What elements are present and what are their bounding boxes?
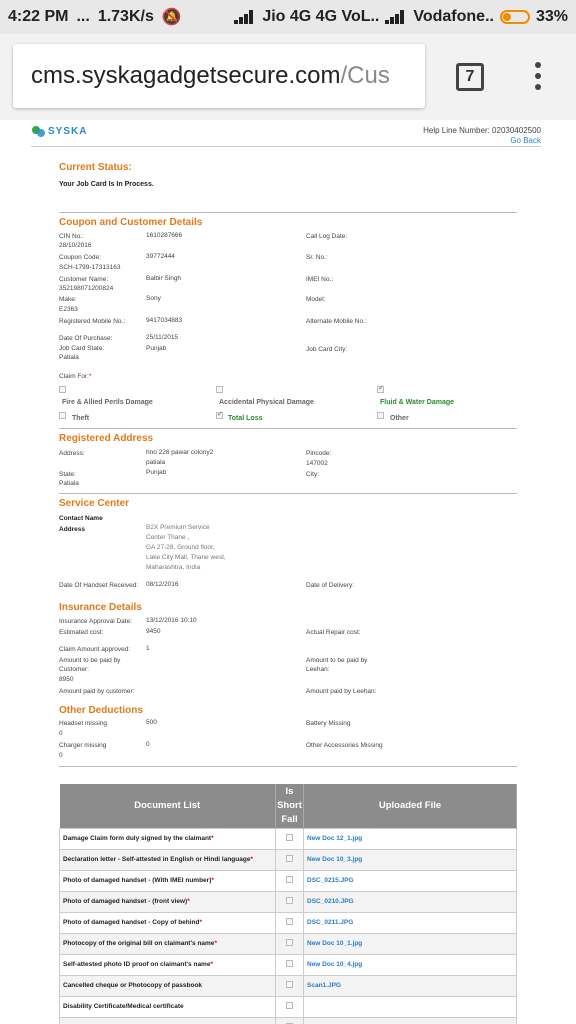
customer-pay-label-2: Customer:: [59, 666, 89, 673]
make-value: Sony: [146, 295, 161, 302]
helpline-number: Help Line Number: 02030402500: [423, 126, 541, 135]
state-extra: Patiala: [59, 480, 79, 487]
document-name: Self-attested photo ID proof on claimant's name*: [60, 954, 276, 975]
pincode-value: 147002: [306, 460, 328, 467]
headset-missing-extra: 0: [59, 730, 63, 737]
divider: [59, 428, 517, 429]
clock: 4:22 PM: [8, 8, 69, 25]
table-row: [60, 828, 517, 849]
table-row: [60, 912, 517, 933]
divider: [59, 766, 517, 767]
claim-total-loss-label: Total Loss: [228, 415, 263, 422]
uploaded-file-link[interactable]: New Doc 10_4.jpg: [304, 954, 517, 975]
headset-missing-label: Headset missing: [59, 720, 108, 727]
browser-toolbar: [0, 34, 576, 120]
battery-percent: 33%: [535, 8, 568, 25]
mute-icon: 🔕: [161, 9, 182, 26]
short-fall-checkbox[interactable]: [286, 939, 293, 946]
short-fall-cell: [276, 912, 304, 933]
uploaded-file-link[interactable]: DSC_0211.JPG: [304, 912, 517, 933]
alt-mobile-label: Alternate Mobile No.:: [306, 318, 367, 325]
claim-fluid-checkbox[interactable]: [377, 386, 384, 393]
document-name: Declaration letter - Self-attested in English or Hindi language*: [60, 849, 276, 870]
actual-cost-label: Actual Repair cost:: [306, 629, 361, 636]
purchase-date-label: Date Of Purchase:: [59, 335, 113, 342]
insurance-section-title: Insurance Details: [59, 602, 142, 613]
table-row: [60, 1017, 517, 1024]
customer-pay-label: Amount to be paid by: [59, 657, 121, 664]
claim-theft-label: Theft: [72, 415, 90, 422]
url-bar[interactable]: [13, 44, 425, 108]
short-fall-checkbox[interactable]: [286, 981, 293, 988]
address-line-2: patiala: [146, 459, 166, 466]
short-fall-checkbox[interactable]: [286, 960, 293, 967]
helpline-block: [423, 126, 541, 146]
customer-name-label: Customer Name:: [59, 276, 109, 283]
carrier-1: Jio 4G 4G VoL..: [262, 8, 380, 25]
customer-pay-value: 8950: [59, 676, 74, 683]
imei-label: IMEI No.:: [306, 276, 334, 283]
sc-address-line: Lake City Mall, Thane west,: [146, 554, 226, 561]
claim-total-loss-checkbox[interactable]: [216, 412, 223, 419]
signal-icon: [234, 10, 256, 24]
uploaded-file-link[interactable]: [304, 996, 517, 1017]
claim-other-label: Other: [390, 415, 409, 422]
syska-logo: [32, 124, 87, 138]
short-fall-checkbox[interactable]: [286, 855, 293, 862]
uploaded-file-link[interactable]: [304, 1017, 517, 1024]
call-log-label: Call Log Date:: [306, 233, 348, 240]
claim-fire-label: Fire & Allied Perils Damage: [62, 399, 153, 406]
network-speed: 1.73K/s: [97, 8, 154, 25]
short-fall-checkbox[interactable]: [286, 897, 293, 904]
logo-text: SYSKA: [48, 125, 88, 137]
table-row: [60, 870, 517, 891]
make-extra: E2363: [59, 306, 78, 313]
table-row: [60, 954, 517, 975]
pincode-label: Pincode:: [306, 450, 332, 457]
cin-label: CIN No.:: [59, 233, 84, 240]
dots-indicator: ...: [76, 8, 90, 25]
table-row: [60, 891, 517, 912]
status-bar: [0, 0, 576, 34]
sc-address-label: Address: [59, 526, 86, 533]
state-value: Punjab: [146, 469, 167, 476]
service-center-title: Service Center: [59, 498, 130, 509]
mobile-value: 9417034883: [146, 317, 183, 324]
document-name: Photo of damaged handset - Copy of behind*: [60, 912, 276, 933]
address-section-title: Registered Address: [59, 433, 154, 444]
claim-accidental-label: Accidental Physical Damage: [219, 399, 314, 406]
coupon-code-label: Coupon Code:: [59, 254, 101, 261]
short-fall-cell: [276, 933, 304, 954]
doc-list-header: Document List: [60, 784, 276, 828]
short-fall-cell: [276, 1017, 304, 1024]
battery-icon: [500, 10, 530, 24]
contact-name-label: Contact Name: [59, 515, 103, 522]
job-state-value: Punjab: [146, 345, 167, 352]
document-name: Photo of damaged handset - (front view)*: [60, 891, 276, 912]
sr-no-label: Sr. No.:: [306, 254, 328, 261]
table-row: [60, 996, 517, 1017]
table-row: [60, 975, 517, 996]
city-label: City:: [306, 471, 319, 478]
short-fall-cell: [276, 870, 304, 891]
cin-date: 28/10/2016: [59, 242, 92, 249]
headset-missing-value: 500: [146, 719, 157, 726]
claim-accidental-checkbox[interactable]: [216, 386, 223, 393]
go-back-link[interactable]: Go Back: [510, 136, 541, 145]
current-status-text: Your Job Card Is In Process.: [59, 181, 154, 188]
short-fall-checkbox[interactable]: [286, 876, 293, 883]
tab-switcher-button[interactable]: 7: [456, 63, 484, 91]
documents-table: [59, 784, 517, 1024]
mobile-label: Registered Mobile No.:: [59, 318, 126, 325]
charger-missing-extra: 0: [59, 752, 63, 759]
short-fall-cell: [276, 954, 304, 975]
cin-value: 1610287666: [146, 232, 183, 239]
claim-theft-checkbox[interactable]: [59, 412, 66, 419]
url-path: /Cus: [340, 62, 390, 89]
claim-fire-checkbox[interactable]: [59, 386, 66, 393]
carrier-2: Vodafone..: [413, 8, 494, 25]
claim-fluid-label: Fluid & Water Damage: [380, 399, 455, 406]
uploaded-file-link[interactable]: New Doc 10_1.jpg: [304, 933, 517, 954]
divider: [59, 493, 517, 494]
job-city-label: Job Card City:: [306, 346, 348, 353]
current-status-title: Current Status:: [59, 162, 132, 173]
claim-for-label: Claim For:*: [59, 373, 92, 380]
sc-address-line: B2X Premium Service: [146, 524, 210, 531]
short-fall-cell: [276, 975, 304, 996]
short-fall-cell: [276, 849, 304, 870]
header-divider: [31, 146, 541, 147]
logo-mark-icon: [32, 124, 46, 138]
uploaded-file-link[interactable]: DSC_0210.JPG: [304, 891, 517, 912]
table-row: [60, 933, 517, 954]
coupon-code-value: 39772444: [146, 253, 175, 260]
battery-missing-label: Battery Missing: [306, 720, 351, 727]
handset-received-label: Date Of Handset Received:: [59, 582, 139, 589]
deductions-section-title: Other Deductions: [59, 705, 143, 716]
uploaded-file-header: Uploaded File: [304, 784, 517, 828]
estimated-cost-label: Estimated cost:: [59, 629, 104, 636]
short-fall-cell: [276, 996, 304, 1017]
address-line-1: hno 226 pawar colony2: [146, 449, 214, 456]
estimated-cost-value: 9450: [146, 628, 161, 635]
divider: [59, 212, 517, 213]
table-header-row: [60, 784, 517, 828]
model-label: Model:: [306, 296, 326, 303]
make-label: Make:: [59, 296, 77, 303]
table-row: [60, 849, 517, 870]
charger-missing-value: 0: [146, 741, 150, 748]
short-fall-checkbox[interactable]: [286, 1002, 293, 1009]
delivery-date-label: Date of Delivery:: [306, 582, 355, 589]
signal-icon: [385, 10, 407, 24]
leehan-pay-label: Amount to be paid by: [306, 657, 368, 664]
menu-icon[interactable]: [534, 62, 542, 92]
coupon-section-title: Coupon and Customer Details: [59, 217, 203, 228]
short-fall-checkbox[interactable]: [286, 834, 293, 841]
purchase-date-value: 25/11/2015: [146, 334, 179, 341]
claim-other-checkbox[interactable]: [377, 412, 384, 419]
approval-date-label: Insurance Approval Date:: [59, 618, 132, 625]
customer-name-extra: 352198071200824: [59, 285, 114, 292]
page-content: [0, 120, 576, 1024]
customer-name-value: Balbir Singh: [146, 275, 182, 282]
sc-address-line: GA 27-28, Ground floor,: [146, 544, 215, 551]
short-fall-checkbox[interactable]: [286, 918, 293, 925]
state-label: State:: [59, 471, 76, 478]
paid-customer-label: Amount paid by customer:: [59, 688, 135, 695]
coupon-code-extra: SCH-1799-17313163: [59, 264, 121, 271]
approval-date-value: 13/12/2016 10:10: [146, 617, 197, 624]
sc-address-line: Center Thane ,: [146, 534, 190, 541]
uploaded-file-link[interactable]: Scan1.JPG: [304, 975, 517, 996]
document-name: Disability Certificate/Medical certificate: [60, 996, 276, 1017]
handset-received-value: 08/12/2016: [146, 581, 179, 588]
claim-amount-label: Claim Amount approved:: [59, 646, 131, 653]
paid-leehan-label: Amount paid by Leehan:: [306, 688, 377, 695]
job-state-label: Job Card State:: [59, 345, 105, 352]
uploaded-file-link[interactable]: New Doc 12_1.jpg: [304, 828, 517, 849]
short-fall-header: Is Short Fall: [276, 784, 304, 828]
document-name: Damage Claim form duly signed by the claimant*: [60, 828, 276, 849]
document-name: Photo of damaged handset - (With IMEI number)*: [60, 870, 276, 891]
sc-address-line: Maharashtra, India: [146, 564, 201, 571]
url-host: cms.syskagadgetsecure.com: [31, 62, 341, 89]
uploaded-file-link[interactable]: DSC_0215.JPG: [304, 870, 517, 891]
short-fall-cell: [276, 891, 304, 912]
document-name: [60, 1017, 276, 1024]
other-accessories-label: Other Accessories Missing: [306, 742, 383, 749]
short-fall-cell: [276, 828, 304, 849]
address-label: Address:: [59, 450, 85, 457]
document-name: Cancelled cheque or Photocopy of passbook: [60, 975, 276, 996]
uploaded-file-link[interactable]: New Doc 10_3.jpg: [304, 849, 517, 870]
charger-missing-label: Charger missing: [59, 742, 107, 749]
job-state-extra: Patiala: [59, 354, 79, 361]
document-name: Photocopy of the original bill on claimant's name*: [60, 933, 276, 954]
leehan-pay-label-2: Leehan:: [306, 666, 330, 673]
claim-amount-value: 1: [146, 645, 150, 652]
